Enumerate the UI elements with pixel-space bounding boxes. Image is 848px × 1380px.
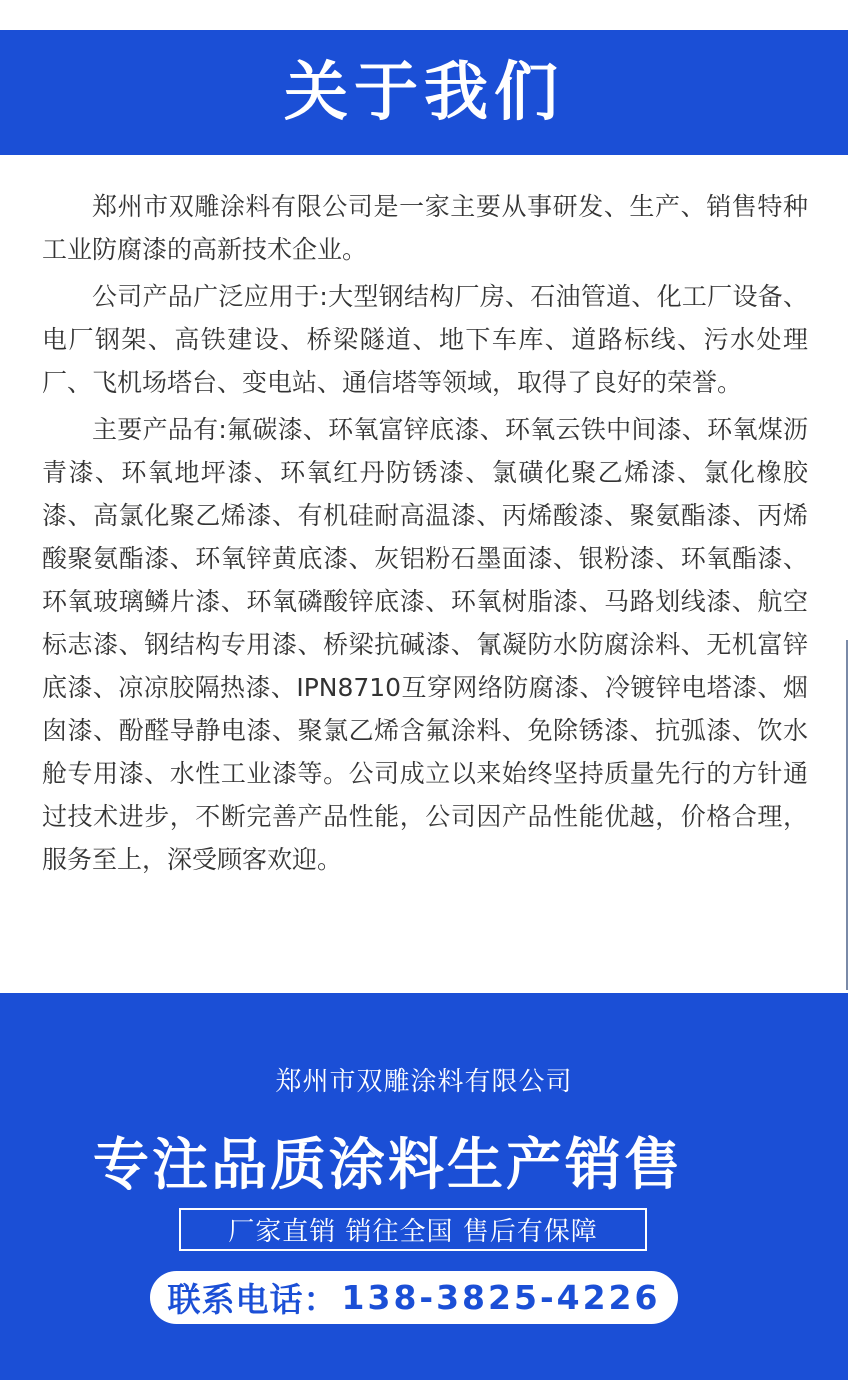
page-title: 关于我们 <box>284 55 564 130</box>
phone-label: 联系电话： <box>167 1280 338 1319</box>
intro-paragraph: 郑州市双雕涂料有限公司是一家主要从事研发、生产、销售特种工业防腐漆的高新技术企业。 <box>42 192 808 264</box>
phone-number: 138-3825-4226 <box>341 1278 661 1317</box>
about-content <box>0 185 848 885</box>
company-name: 郑州市双雕涂料有限公司 <box>275 1067 573 1097</box>
tagline-box <box>179 1208 647 1251</box>
applications-paragraph: 公司产品广泛应用于:大型钢结构厂房、石油管道、化工厂设备、电厂钢架、高铁建设、桥梁隧道、地下车库、道路标线、污水处理厂、飞机场塔台、变电站、通信塔等领域，取得了良好的荣誉。 <box>42 282 808 397</box>
phone-button[interactable] <box>150 1271 678 1324</box>
header-band <box>0 30 848 155</box>
products-paragraph: 主要产品有:氟碳漆、环氧富锌底漆、环氧云铁中间漆、环氧煤沥青漆、环氧地坪漆、环氧红丹防锈漆、氯磺化聚乙烯漆、氯化橡胶漆、高氯化聚乙烯漆、有机硅耐高温漆、丙烯酸漆、聚氨酯漆、丙烯酸聚氨酯漆、环氧锌黄底漆、灰铝粉石墨面漆、银粉漆、环氧酯漆、环氧玻璃鳞片漆、环氧磷酸锌底漆、环氧树脂漆、马路划线漆、航空标志漆、钢结构专用漆、桥梁抗碱漆、氰凝防水防腐涂料、无机富锌底漆、凉凉胶隔热漆、IPN8710互穿网络防腐漆、冷镀锌电塔漆、烟囱漆、酚醛导静电漆、聚氯乙烯含氟涂料、免除锈漆、抗弧漆、饮水舱专用漆、水性工业漆等。公司成立以来始终坚持质量先行的方针通过技术进步，不断完善产品性能，公司因产品性能优越，价格合理，服务至上，深受顾客欢迎。 <box>42 415 808 874</box>
slogan: 专注品质涂料生产销售 <box>93 1133 683 1198</box>
footer-banner <box>0 993 848 1380</box>
top-strip <box>0 0 848 30</box>
tagline: 厂家直销 销往全国 售后有保障 <box>228 1217 598 1247</box>
